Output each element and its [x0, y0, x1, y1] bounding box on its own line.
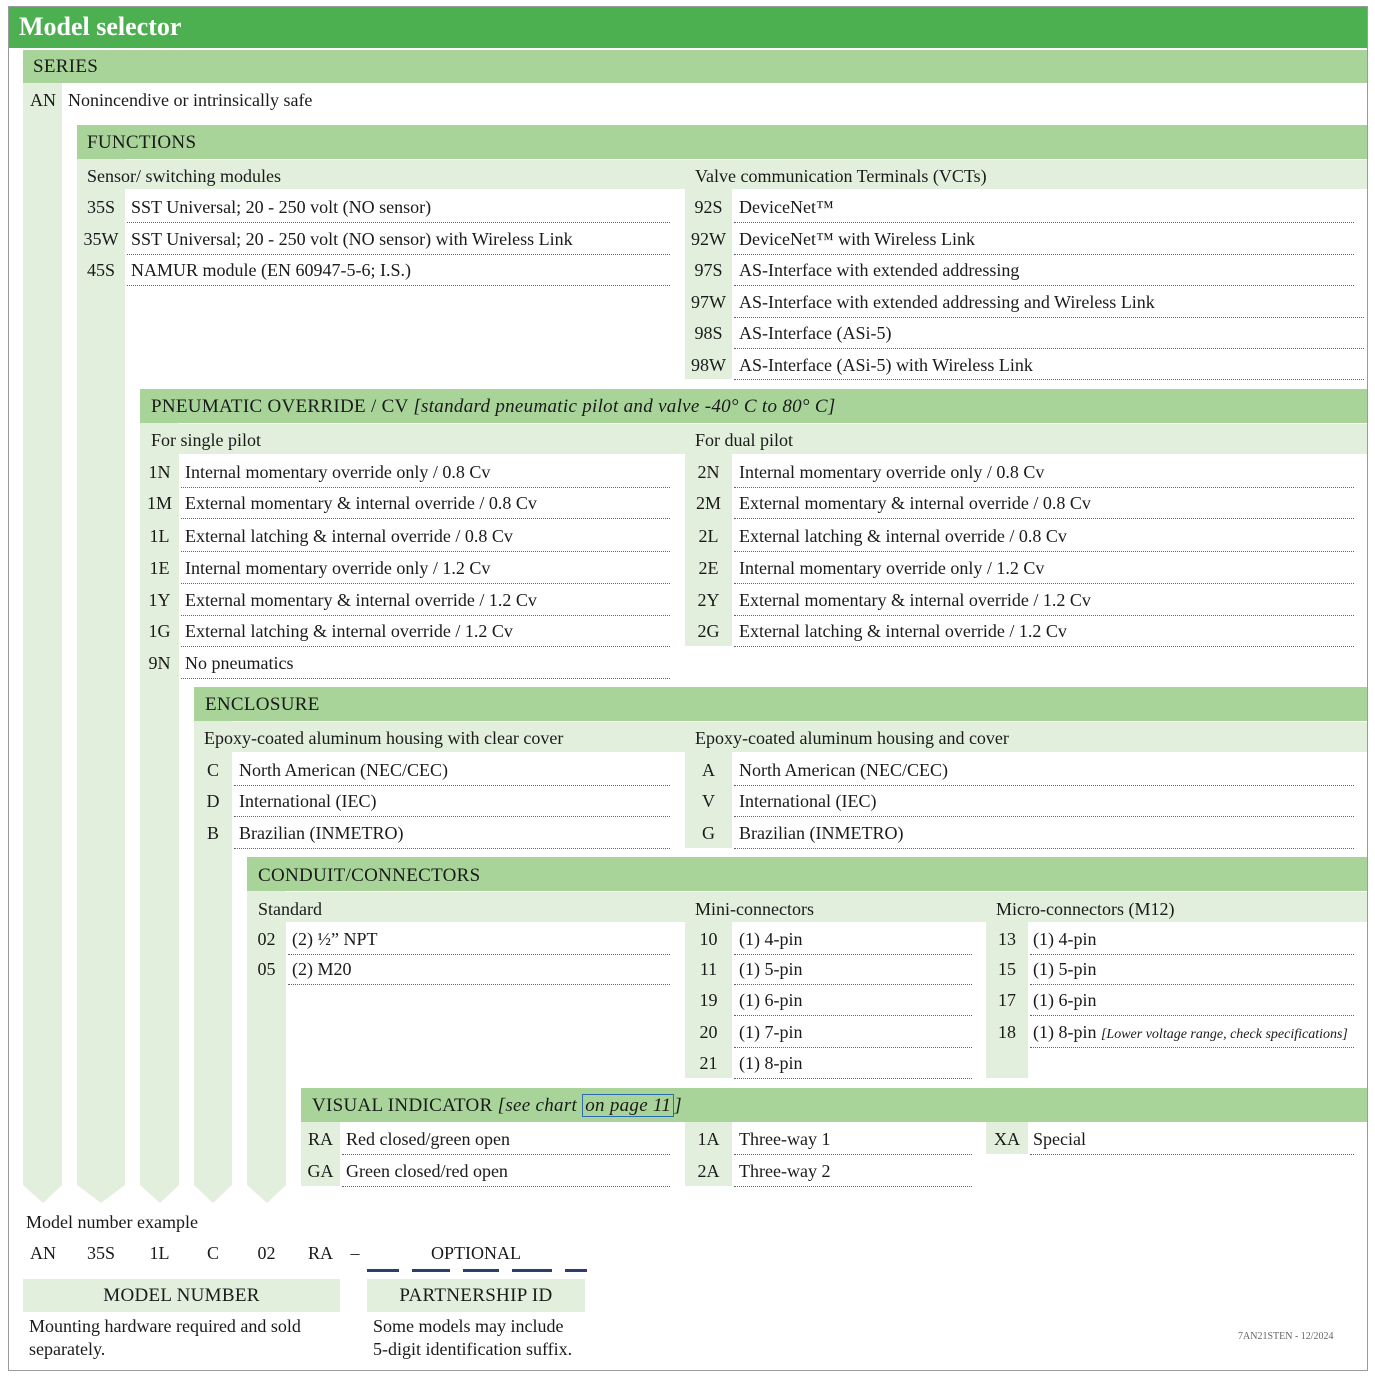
list-item-label: Internal momentary override only / 0.8 Cv	[185, 462, 491, 482]
list-item-label: AS-Interface (ASi-5)	[739, 323, 892, 343]
leader-line	[734, 984, 972, 985]
leader-line	[288, 954, 670, 955]
list-item-label: International (IEC)	[239, 791, 377, 811]
partnership-note-2: 5-digit identification suffix.	[373, 1339, 573, 1359]
visual-header-title: VISUAL INDICATOR	[312, 1095, 493, 1116]
functions-right-title: Valve communication Terminals (VCTs)	[695, 166, 987, 186]
pneumatic-header-title: PNEUMATIC OVERRIDE / CV	[151, 396, 409, 417]
list-item-label: (2) ½” NPT	[292, 929, 378, 949]
list-item-label: (1) 5-pin	[1033, 959, 1097, 979]
leader-line	[734, 518, 1354, 519]
leader-line	[734, 1154, 972, 1155]
model-number-note-1: Mounting hardware required and sold	[29, 1316, 301, 1336]
enclosure-header-bar	[194, 687, 1367, 721]
list-item-code: 2N	[697, 462, 720, 482]
id-digit-underline	[412, 1269, 450, 1272]
list-item-label: Three-way 2	[739, 1161, 831, 1181]
list-item-code: GA	[307, 1161, 334, 1181]
list-item-code: 20	[699, 1022, 718, 1042]
list-item-code: 19	[699, 990, 718, 1010]
list-item-code: 1A	[697, 1129, 720, 1149]
pneumatic-left-title: For single pilot	[151, 430, 262, 450]
list-item-label: External momentary & internal override / 0.8 Cv	[185, 493, 537, 513]
list-item-code: 35S	[86, 197, 115, 217]
leader-line	[734, 379, 1364, 380]
list-item-label: External momentary & internal override / 1.2 Cv	[185, 590, 537, 610]
list-item-label: AS-Interface (ASi-5) with Wireless Link	[739, 355, 1033, 375]
visual-header	[312, 1095, 682, 1117]
leader-line	[734, 1047, 972, 1048]
list-item-label: (1) 6-pin	[1033, 990, 1097, 1010]
example-part-pneumatic: 1L	[149, 1243, 170, 1263]
list-item-label: SST Universal; 20 - 250 volt (NO sensor)	[131, 197, 432, 217]
leader-line	[734, 487, 1354, 488]
leader-line	[181, 615, 670, 616]
list-item-label: Green closed/red open	[346, 1161, 508, 1181]
list-item-code: 2E	[698, 558, 719, 578]
list-item-label: (2) M20	[292, 959, 352, 979]
list-item-label: No pneumatics	[185, 653, 294, 673]
leader-line	[734, 816, 1354, 817]
pneumatic-header	[151, 396, 836, 418]
list-item-label: External latching & internal override / 0.8 Cv	[185, 526, 513, 546]
list-item-code: 98S	[694, 323, 723, 343]
stripe-functions	[77, 159, 125, 1203]
leader-line	[1030, 984, 1354, 985]
leader-line	[181, 646, 670, 647]
list-item-code: 2A	[697, 1161, 720, 1181]
leader-line	[1030, 1047, 1354, 1048]
list-item-code: G	[702, 823, 715, 843]
leader-line	[734, 848, 1354, 849]
list-item-label: North American (NEC/CEC)	[739, 760, 948, 780]
example-part-enclosure: C	[206, 1243, 219, 1263]
list-item-code: 2Y	[697, 590, 720, 610]
id-digit-underline	[565, 1269, 587, 1272]
conduit-col1-title: Standard	[258, 899, 322, 919]
list-item-code: 1L	[149, 526, 170, 546]
list-item-code: 2L	[698, 526, 719, 546]
list-item-code: 1Y	[148, 590, 171, 610]
list-item-label: International (IEC)	[739, 791, 877, 811]
leader-line	[734, 317, 1364, 318]
list-item-label: Brazilian (INMETRO)	[739, 823, 904, 843]
leader-line	[734, 646, 1354, 647]
list-item-code: 13	[998, 929, 1016, 949]
series-header-bar	[23, 50, 1367, 83]
partnership-note-1: Some models may include	[373, 1316, 564, 1336]
leader-line	[734, 254, 1354, 255]
list-item-label: External latching & internal override / 1.2 Cv	[739, 621, 1067, 641]
list-item-code: 02	[257, 929, 276, 949]
leader-line	[734, 785, 1354, 786]
id-digit-underline	[367, 1269, 399, 1272]
leader-line	[734, 551, 1354, 552]
series-header: SERIES	[33, 56, 99, 77]
list-item-label: Red closed/green open	[346, 1129, 510, 1149]
model-number-note-2: separately.	[29, 1339, 106, 1359]
list-item-code: 05	[257, 959, 276, 979]
leader-line	[734, 583, 1354, 584]
list-item-code: B	[206, 823, 219, 843]
functions-header: FUNCTIONS	[87, 132, 197, 153]
leader-line	[127, 285, 670, 286]
list-item-code: D	[206, 791, 220, 811]
list-item-label: External momentary & internal override / 0.8 Cv	[739, 493, 1091, 513]
example-part-series: AN	[30, 1243, 56, 1263]
leader-line	[1030, 1015, 1354, 1016]
leader-line	[342, 1154, 670, 1155]
enclosure-right-title: Epoxy-coated aluminum housing and cover	[695, 728, 1009, 748]
list-item-code: 18	[998, 1022, 1016, 1042]
list-item-code: XA	[994, 1129, 1020, 1149]
list-item-code: 98W	[691, 355, 726, 375]
leader-line	[1030, 954, 1354, 955]
list-item-label: North American (NEC/CEC)	[239, 760, 448, 780]
conduit-col3-title: Micro-connectors (M12)	[996, 899, 1175, 919]
list-item-code: 9N	[148, 653, 171, 673]
leader-line	[181, 518, 670, 519]
list-item-label: DeviceNet™	[739, 197, 834, 217]
leader-line	[342, 1186, 670, 1187]
series-code: AN	[30, 90, 56, 110]
example-optional: OPTIONAL	[431, 1243, 521, 1263]
example-dash: –	[350, 1243, 360, 1263]
list-item-label: Internal momentary override only / 1.2 Cv	[739, 558, 1045, 578]
enclosure-header: ENCLOSURE	[205, 694, 320, 715]
visual-note-prefix: [see chart	[497, 1095, 583, 1116]
leader-line	[234, 785, 670, 786]
example-part-indicator: RA	[307, 1243, 333, 1263]
leader-line	[127, 254, 670, 255]
leader-line	[734, 615, 1354, 616]
list-item-code: 1M	[146, 493, 172, 513]
model-number-label: MODEL NUMBER	[103, 1285, 260, 1306]
list-item-code: 45S	[86, 260, 115, 280]
id-digit-underline	[463, 1269, 499, 1272]
leader-line	[1030, 1154, 1354, 1155]
leader-line	[734, 348, 1364, 349]
list-item-code: 92W	[691, 229, 726, 249]
id-digit-underline	[512, 1269, 552, 1272]
list-item-code: 10	[699, 929, 718, 949]
leader-line	[181, 551, 670, 552]
example-part-function: 35S	[86, 1243, 115, 1263]
list-item-label: Internal momentary override only / 0.8 Cv	[739, 462, 1045, 482]
list-item-label: Three-way 1	[739, 1129, 831, 1149]
page-title: Model selector	[19, 12, 182, 41]
list-item-label: DeviceNet™ with Wireless Link	[739, 229, 976, 249]
list-item-label: Brazilian (INMETRO)	[239, 823, 404, 843]
list-item-code: 1E	[149, 558, 170, 578]
list-item-code: 92S	[694, 197, 723, 217]
leader-line	[181, 487, 670, 488]
list-item-label: NAMUR module (EN 60947-5-6; I.S.)	[131, 260, 411, 280]
list-item-label: AS-Interface with extended addressing and Wireless Link	[739, 292, 1155, 312]
list-item-code: 2G	[697, 621, 720, 641]
leader-line	[734, 1186, 972, 1187]
enclosure-left-title: Epoxy-coated aluminum housing with clear cover	[204, 728, 564, 748]
list-item-code: 97S	[694, 260, 723, 280]
leader-line	[181, 678, 670, 679]
example-part-conduit: 02	[257, 1243, 276, 1263]
list-item-label: (1) 4-pin	[739, 929, 803, 949]
document-code: 7AN21STEN - 12/2024	[1238, 1331, 1334, 1342]
pneumatic-header-note: [standard pneumatic pilot and valve -40° C to 80° C]	[413, 396, 836, 417]
conduit-col2-title: Mini-connectors	[695, 899, 814, 919]
list-item-code: A	[702, 760, 715, 780]
list-item-code: 1G	[148, 621, 171, 641]
list-item-label: (1) 4-pin	[1033, 929, 1097, 949]
partnership-id-label: PARTNERSHIP ID	[399, 1285, 553, 1306]
connector-label: (1) 8-pin	[1033, 1022, 1097, 1042]
list-item-label: (1) 7-pin	[739, 1022, 803, 1042]
leader-line	[734, 285, 1354, 286]
list-item-code: 17	[998, 990, 1016, 1010]
leader-line	[234, 848, 670, 849]
connector-note: [Lower voltage range, check specifications]	[1100, 1027, 1348, 1042]
list-item-label: Special	[1033, 1129, 1086, 1149]
pneumatic-right-title: For dual pilot	[695, 430, 793, 450]
leader-line	[181, 583, 670, 584]
list-item-label: (1) 5-pin	[739, 959, 803, 979]
series-label: Nonincendive or intrinsically safe	[68, 90, 313, 110]
visual-note-suffix: ]	[674, 1095, 682, 1116]
list-item-code: 2M	[695, 493, 721, 513]
leader-line	[734, 1078, 972, 1079]
leader-line	[734, 1015, 972, 1016]
functions-left-title: Sensor/ switching modules	[87, 166, 281, 186]
list-item-code: 15	[998, 959, 1016, 979]
list-item-label: External latching & internal override / 0.8 Cv	[739, 526, 1067, 546]
list-item-label: Internal momentary override only / 1.2 Cv	[185, 558, 491, 578]
conduit-header: CONDUIT/CONNECTORS	[258, 865, 481, 886]
stripe-series	[23, 83, 62, 1203]
functions-header-bar	[77, 125, 1367, 159]
list-item-code: 35W	[83, 229, 119, 249]
list-item-label: External latching & internal override / 1.2 Cv	[185, 621, 513, 641]
list-item-label: AS-Interface with extended addressing	[739, 260, 1020, 280]
leader-line	[127, 222, 670, 223]
list-item-code: C	[206, 760, 219, 780]
leader-line	[234, 816, 670, 817]
example-title: Model number example	[26, 1212, 198, 1232]
list-item-label: SST Universal; 20 - 250 volt (NO sensor) with Wireless Link	[131, 229, 573, 249]
leader-line	[734, 222, 1354, 223]
list-item-label	[1033, 1021, 1348, 1046]
page-11-link[interactable]: on page 11	[582, 1094, 674, 1117]
list-item-code: 1N	[148, 462, 171, 482]
list-item-code: 21	[699, 1053, 718, 1073]
list-item-label: (1) 6-pin	[739, 990, 803, 1010]
list-item-code: 97W	[691, 292, 726, 312]
list-item-label: External momentary & internal override / 1.2 Cv	[739, 590, 1091, 610]
leader-line	[288, 984, 670, 985]
list-item-code: 11	[699, 959, 718, 979]
leader-line	[734, 954, 972, 955]
list-item-code: RA	[307, 1129, 333, 1149]
list-item-label: (1) 8-pin	[739, 1053, 803, 1073]
list-item-code: V	[702, 791, 715, 811]
